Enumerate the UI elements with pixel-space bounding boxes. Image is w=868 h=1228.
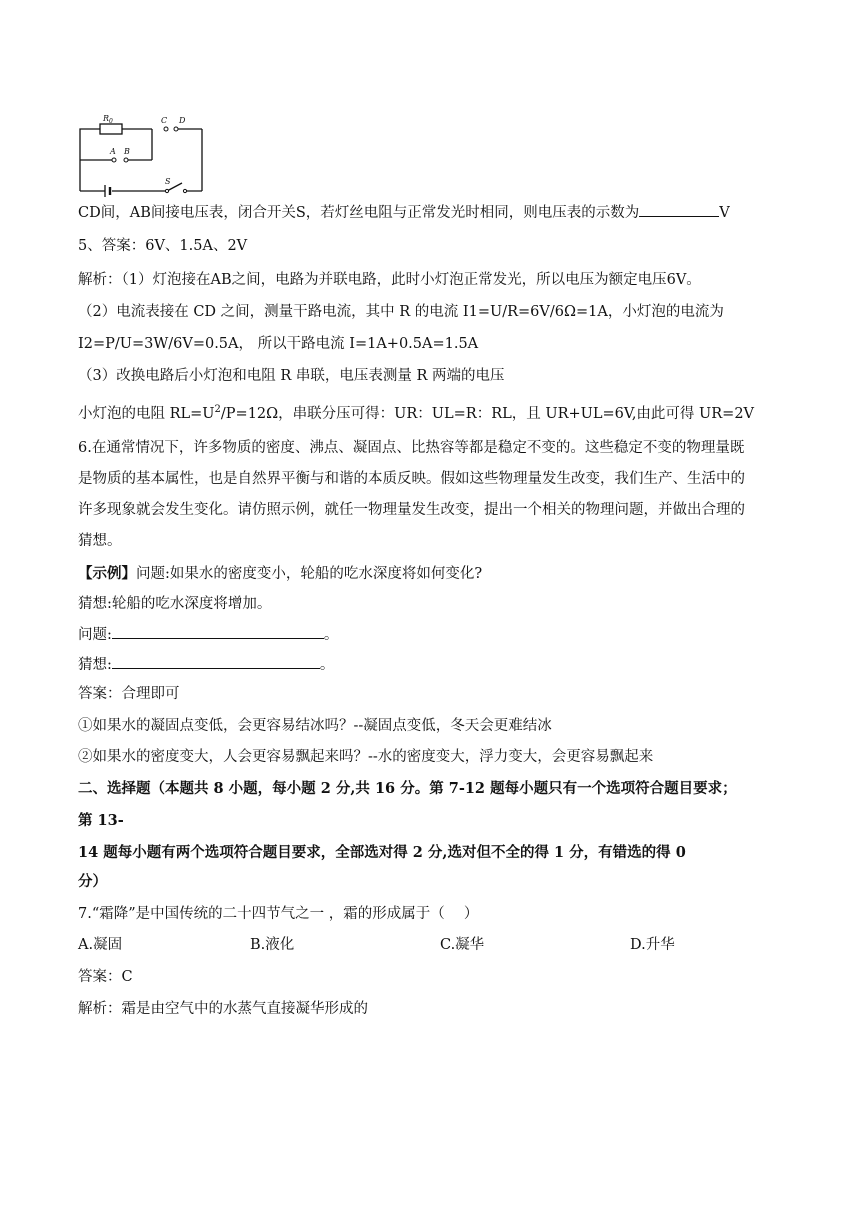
q6-stem-2: 是物质的基本属性，也是自然界平衡与和谐的本质反映。假如这些物理量发生改变，我们生产、生活中的: [78, 471, 745, 487]
resistor-r0: [100, 124, 122, 134]
terminal-a-label: A: [110, 147, 116, 156]
q6-question-line: 问题: 。: [78, 624, 338, 645]
question-blank[interactable]: [112, 624, 324, 639]
r0-label: $R_0$: [103, 114, 113, 125]
q6-guess-line: 猜想: 。: [78, 654, 334, 675]
q4-tail-line: [78, 202, 730, 223]
q6-stem-1: 6.在通常情况下，许多物质的密度、沸点、凝固点、比热容等都是稳定不变的。这些稳定不变的物理量既: [78, 440, 745, 456]
q5-analysis-5: 小灯泡的电阻 $RL=U^2/P=12\Omega$，串联分压可得：UR：UL=R：RL，且 UR+UL=6V,由此可得 UR=2V: [78, 404, 755, 422]
switch-s-label: S: [165, 177, 171, 186]
section-2-heading-4: 分）: [78, 873, 107, 890]
terminal-c-label: C: [161, 116, 168, 125]
q6-stem-3: 许多现象就会发生变化。请仿照示例，就任一物理量发生改变，提出一个相关的物理问题，并做出合理的: [78, 502, 745, 518]
q5-analysis-4: （3）改换电路后小灯泡和电阻 R 串联，电压表测量 R 两端的电压: [78, 368, 505, 384]
section-2-heading-3: 14 题每小题有两个选项符合题目要求，全部选对得 2 分,选对但不全的得 1 分，有错选的得 0: [78, 844, 686, 861]
q5-analysis-3: I2=P/U=3W/6V=0.5A， 所以干路电流 I=1A+0.5A=1.5A: [78, 336, 479, 352]
q4-tail-text: CD间，AB间接电压表，闭合开关S，若灯丝电阻与正常发光时相同，则电压表的示数为: [78, 205, 640, 221]
terminal-b-label: B: [124, 147, 130, 156]
q5-analysis-1: 解析：（1）灯泡接在AB之间，电路为并联电路，此时小灯泡正常发光，所以电压为额定电压6V。: [78, 272, 701, 288]
q6-example-question: 【示例】问题:如果水的密度变小，轮船的吃水深度将如何变化?: [78, 565, 483, 582]
q7-option-a: A.凝固: [78, 937, 123, 953]
q5-answer: 5、答案：6V、1.5A、2V: [78, 238, 248, 254]
q6-answer: 答案：合理即可: [78, 686, 180, 702]
q7-option-b: B.液化: [250, 937, 295, 953]
section-2-heading-2: 第 13-: [78, 812, 124, 829]
q6-stem-4: 猜想。: [78, 533, 122, 549]
q6-answer-2: ②如果水的密度变大，人会更容易飘起来吗？--水的密度变大，浮力变大，会更容易飘起来: [78, 749, 654, 765]
q4-answer-blank[interactable]: [639, 202, 719, 217]
guess-blank[interactable]: [112, 654, 320, 669]
example-tag: 【示例】: [78, 565, 136, 582]
q7-analysis: 解析：霜是由空气中的水蒸气直接凝华形成的: [78, 1001, 368, 1017]
q4-unit: V: [719, 205, 730, 221]
q5-analysis-2: （2）电流表接在 CD 之间，测量干路电流，其中 R 的电流 I1=U/R=6V/6Ω=1A，小灯泡的电流为: [78, 304, 724, 320]
section-2-heading-1: 二、选择题（本题共 8 小题，每小题 2 分,共 16 分。第 7-12 题每小题只有一个选项符合题目要求；: [78, 780, 737, 797]
q7-option-c: C.凝华: [440, 937, 485, 953]
q6-answer-1: ①如果水的凝固点变低，会更容易结冰吗？--凝固点变低，冬天会更难结冰: [78, 718, 552, 734]
q6-example-guess: 猜想:轮船的吃水深度将增加。: [78, 596, 272, 612]
q7-answer: 答案：C: [78, 969, 133, 985]
q7-stem: 7.“霜降”是中国传统的二十四节气之一 ，霜的形成属于（ ）: [78, 906, 479, 922]
q7-option-d: D.升华: [630, 937, 675, 953]
circuit-diagram: [72, 112, 212, 198]
terminal-d-label: D: [179, 116, 186, 125]
